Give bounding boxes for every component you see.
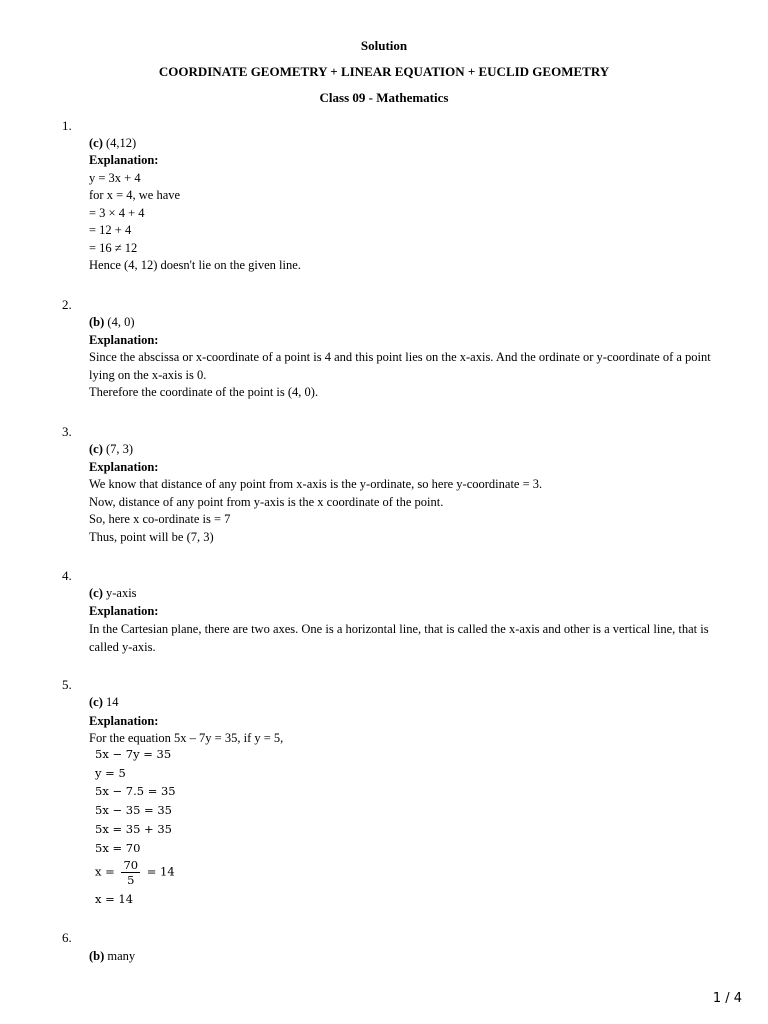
question-number: 6. <box>62 930 72 945</box>
answer-line <box>89 135 729 153</box>
question-number: 4. <box>62 568 72 583</box>
math-line: y = 5 <box>95 766 126 780</box>
question-number: 1. <box>62 118 72 133</box>
doc-title: Solution <box>360 38 408 53</box>
explanation-line: = 3 × 4 + 4 <box>89 206 145 220</box>
explanation-label: Explanation: <box>89 604 159 618</box>
doc-class: Class 09 - Mathematics <box>319 90 449 105</box>
answer-option: (c) <box>89 586 103 600</box>
math-line: 5x = 35 + 35 <box>95 822 172 836</box>
math-line: 5x − 35 = 35 <box>95 803 172 817</box>
explanation-label: Explanation: <box>89 460 159 474</box>
math-line: 5x = 70 <box>95 841 141 855</box>
page-number: 1 / 4 <box>712 991 742 1006</box>
explanation-line: For the equation 5x – 7y = 35, if y = 5, <box>89 731 284 745</box>
explanation-line: In the Cartesian plane, there are two axes. One is a horizontal line, that is called the x-axis and other is a vertical line, that is called y-axis. <box>89 622 709 654</box>
answer-line <box>89 694 729 712</box>
math-line: 5x − 7y = 35 <box>95 747 172 761</box>
explanation-line: = 12 + 4 <box>89 223 132 237</box>
answer-line <box>89 948 729 966</box>
answer-line <box>89 585 729 603</box>
explanation-line: Now, distance of any point from y-axis is the x coordinate of the point. <box>89 495 444 509</box>
fraction <box>121 858 140 887</box>
explanation-label: Explanation: <box>89 714 159 728</box>
answer-text: many <box>104 949 136 963</box>
math-line: x = 14 <box>95 892 134 906</box>
answer-line <box>89 441 729 459</box>
answer-text: y-axis <box>102 586 137 600</box>
explanation-line: = 16 ≠ 12 <box>89 241 138 255</box>
answer-option: (c) <box>89 442 103 456</box>
math-line: 5x − 7.5 = 35 <box>95 784 176 798</box>
explanation-label: Explanation: <box>89 333 159 347</box>
explanation-line: Therefore the coordinate of the point is (4, 0). <box>89 385 319 399</box>
answer-text: 14 <box>102 695 119 709</box>
answer-option: (c) <box>89 136 103 150</box>
answer-text: (7, 3) <box>102 442 134 456</box>
math-lhs: x = <box>95 864 115 879</box>
math-fraction-line <box>95 858 175 887</box>
fraction-denominator: 5 <box>127 873 135 887</box>
explanation-line: Hence (4, 12) doesn't lie on the given line. <box>89 258 301 272</box>
explanation-line: So, here x co-ordinate is = 7 <box>89 512 231 526</box>
explanation-line: Since the abscissa or x-coordinate of a point is 4 and this point lies on the x-axis. And the ordinate or y-coordinate of a point lying on the x-axis is 0. <box>89 350 711 382</box>
question-number: 5. <box>62 677 72 692</box>
question-number: 3. <box>62 424 72 439</box>
explanation-label: Explanation: <box>89 153 159 167</box>
question-number: 2. <box>62 297 72 312</box>
answer-option: (b) <box>89 315 105 329</box>
answer-text: (4,12) <box>102 136 137 150</box>
answer-option: (b) <box>89 949 105 963</box>
explanation-line: y = 3x + 4 <box>89 171 141 185</box>
math-rhs: = 14 <box>146 864 175 879</box>
answer-line <box>89 314 729 332</box>
explanation-line: Thus, point will be (7, 3) <box>89 530 214 544</box>
doc-subtitle: COORDINATE GEOMETRY + LINEAR EQUATION + EUCLID GEOMETRY <box>158 64 610 79</box>
answer-option: (c) <box>89 695 103 709</box>
explanation-line: for x = 4, we have <box>89 188 181 202</box>
fraction-numerator: 70 <box>123 858 139 872</box>
answer-text: (4, 0) <box>104 315 135 329</box>
explanation-line: We know that distance of any point from x-axis is the y-ordinate, so here y-coordinate = 3. <box>89 477 543 491</box>
